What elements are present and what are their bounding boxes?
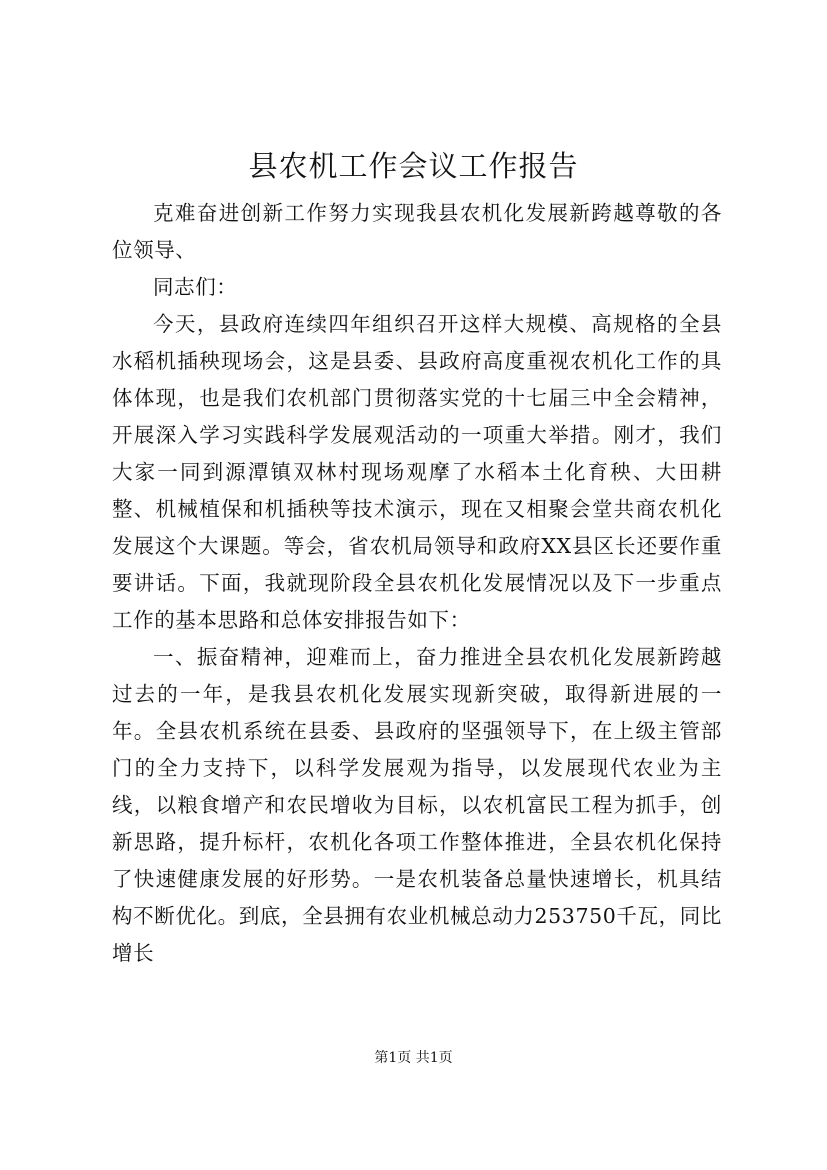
document-title: 县农机工作会议工作报告 <box>248 149 579 183</box>
page-number-footer: 第1页 共1页 <box>374 1050 453 1066</box>
intro-paragraph: 今天，县政府连续四年组织召开这样大规模、高规格的全县水稻机插秧现场会，这是县委、县政府高度重视农机化工作的具体体现，也是我们农机部门贯彻落实党的十七届三中全会精神，开展深入学习实践科学发展观活动的一项重大举措。刚才，我们大家一同到源潭镇双林村现场观摩了水稻本土化育秧、大田耕整、机械植保和机插秧等技术演示，现在又相聚会堂共商农机化发展这个大课题。等会，省农机局领导和政府XX县区长还要作重要讲话。下面，我就现阶段全县农机化发展情况以及下一步重点工作的基本思路和总体安排报告如下： <box>112 312 722 632</box>
section-one-paragraph: 一、振奋精神，迎难而上，奋力推进全县农机化发展新跨越过去的一年，是我县农机化发展实现新突破，取得新进展的一年。全县农机系统在县委、县政府的坚强领导下，在上级主管部门的全力支持下，以科学发展观为指导，以发展现代农业为主线，以粮食增产和农民增收为目标，以农机富民工程为抓手，创新思路，提升标杆，农机化各项工作整体推进，全县农机化保持了快速健康发展的好形势。一是农机装备总量快速增长，机具结构不断优化。到底，全县拥有农业机械总动力253750千瓦，同比增长 <box>112 645 722 965</box>
salutation-paragraph: 克难奋进创新工作努力实现我县农机化发展新跨越尊敬的各位领导、 <box>112 201 722 262</box>
greeting-paragraph: 同志们： <box>153 275 238 299</box>
document-body <box>112 195 722 972</box>
